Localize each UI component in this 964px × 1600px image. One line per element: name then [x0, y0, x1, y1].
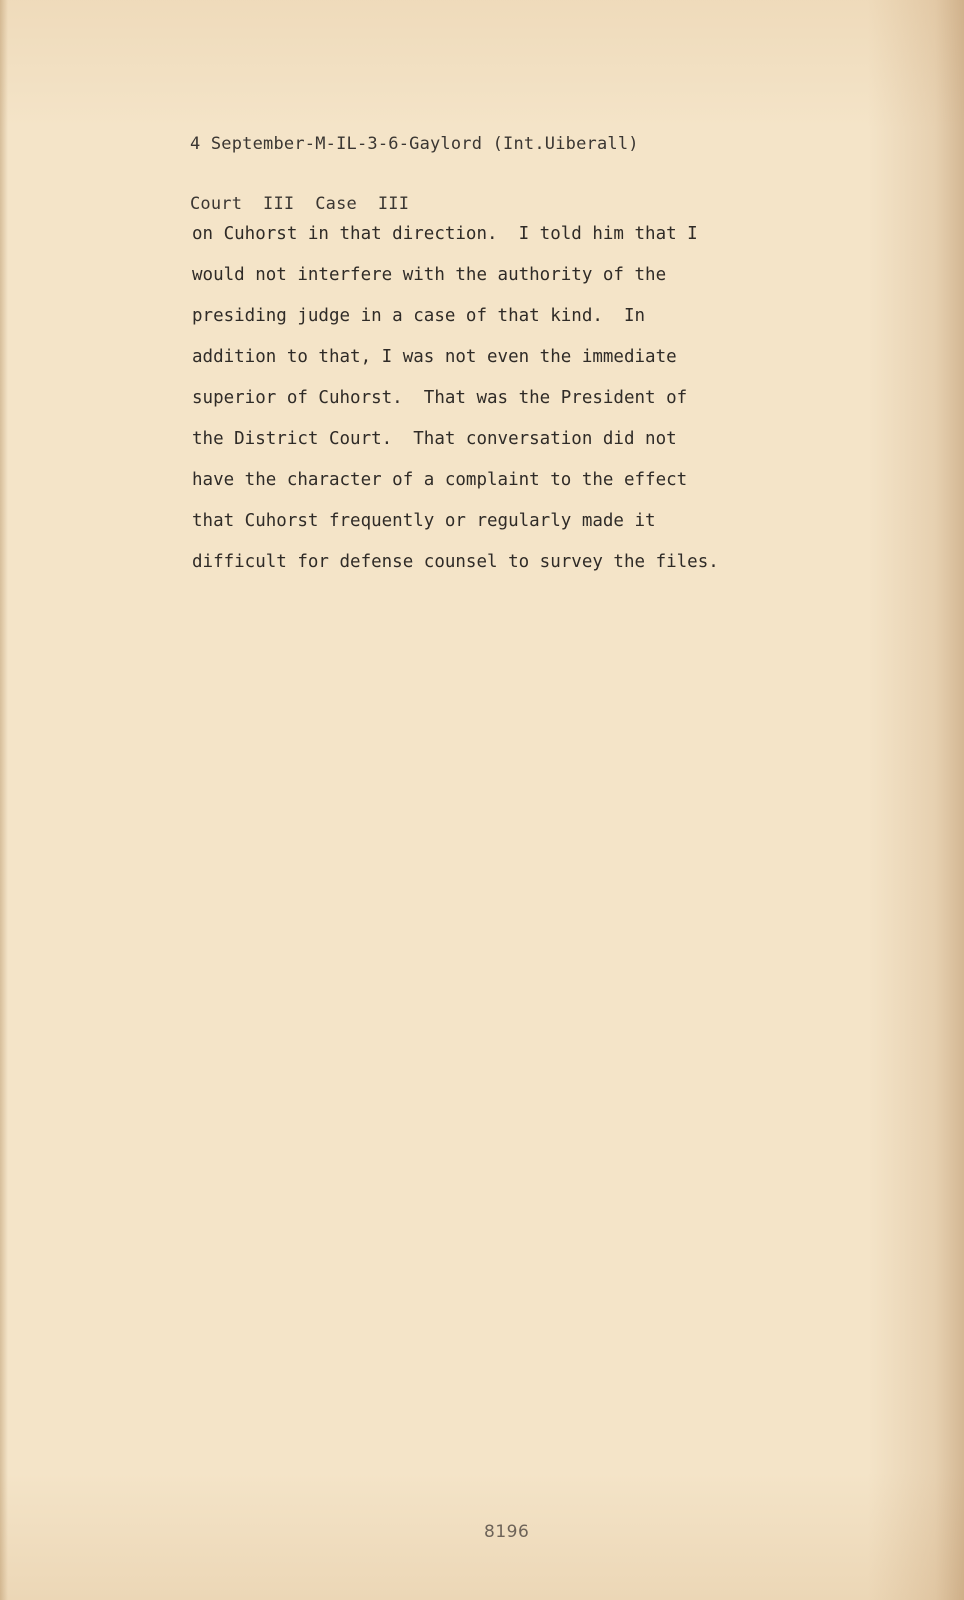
body-line: on Cuhorst in that direction. I told him that I: [192, 224, 698, 244]
body-line: would not interfere with the authority of the: [192, 265, 667, 285]
body-line: have the character of a complaint to the effect: [192, 470, 688, 490]
body-line: difficult for defense counsel to survey the files.: [192, 552, 719, 572]
transcript-body: [192, 214, 832, 583]
page-edge-shadow: [0, 0, 8, 1600]
page-number: 8196: [484, 1522, 530, 1542]
body-line: superior of Cuhorst. That was the President of: [192, 388, 688, 408]
body-line: the District Court. That conversation did not: [192, 429, 677, 449]
header-line-court-case: Court III Case III: [190, 194, 410, 214]
body-line: presiding judge in a case of that kind. In: [192, 306, 646, 326]
body-line: that Cuhorst frequently or regularly made it: [192, 511, 656, 531]
header-line-date-session: 4 September-M-IL-3-6-Gaylord (Int.Uiberall): [190, 134, 639, 154]
body-line: addition to that, I was not even the immediate: [192, 347, 677, 367]
